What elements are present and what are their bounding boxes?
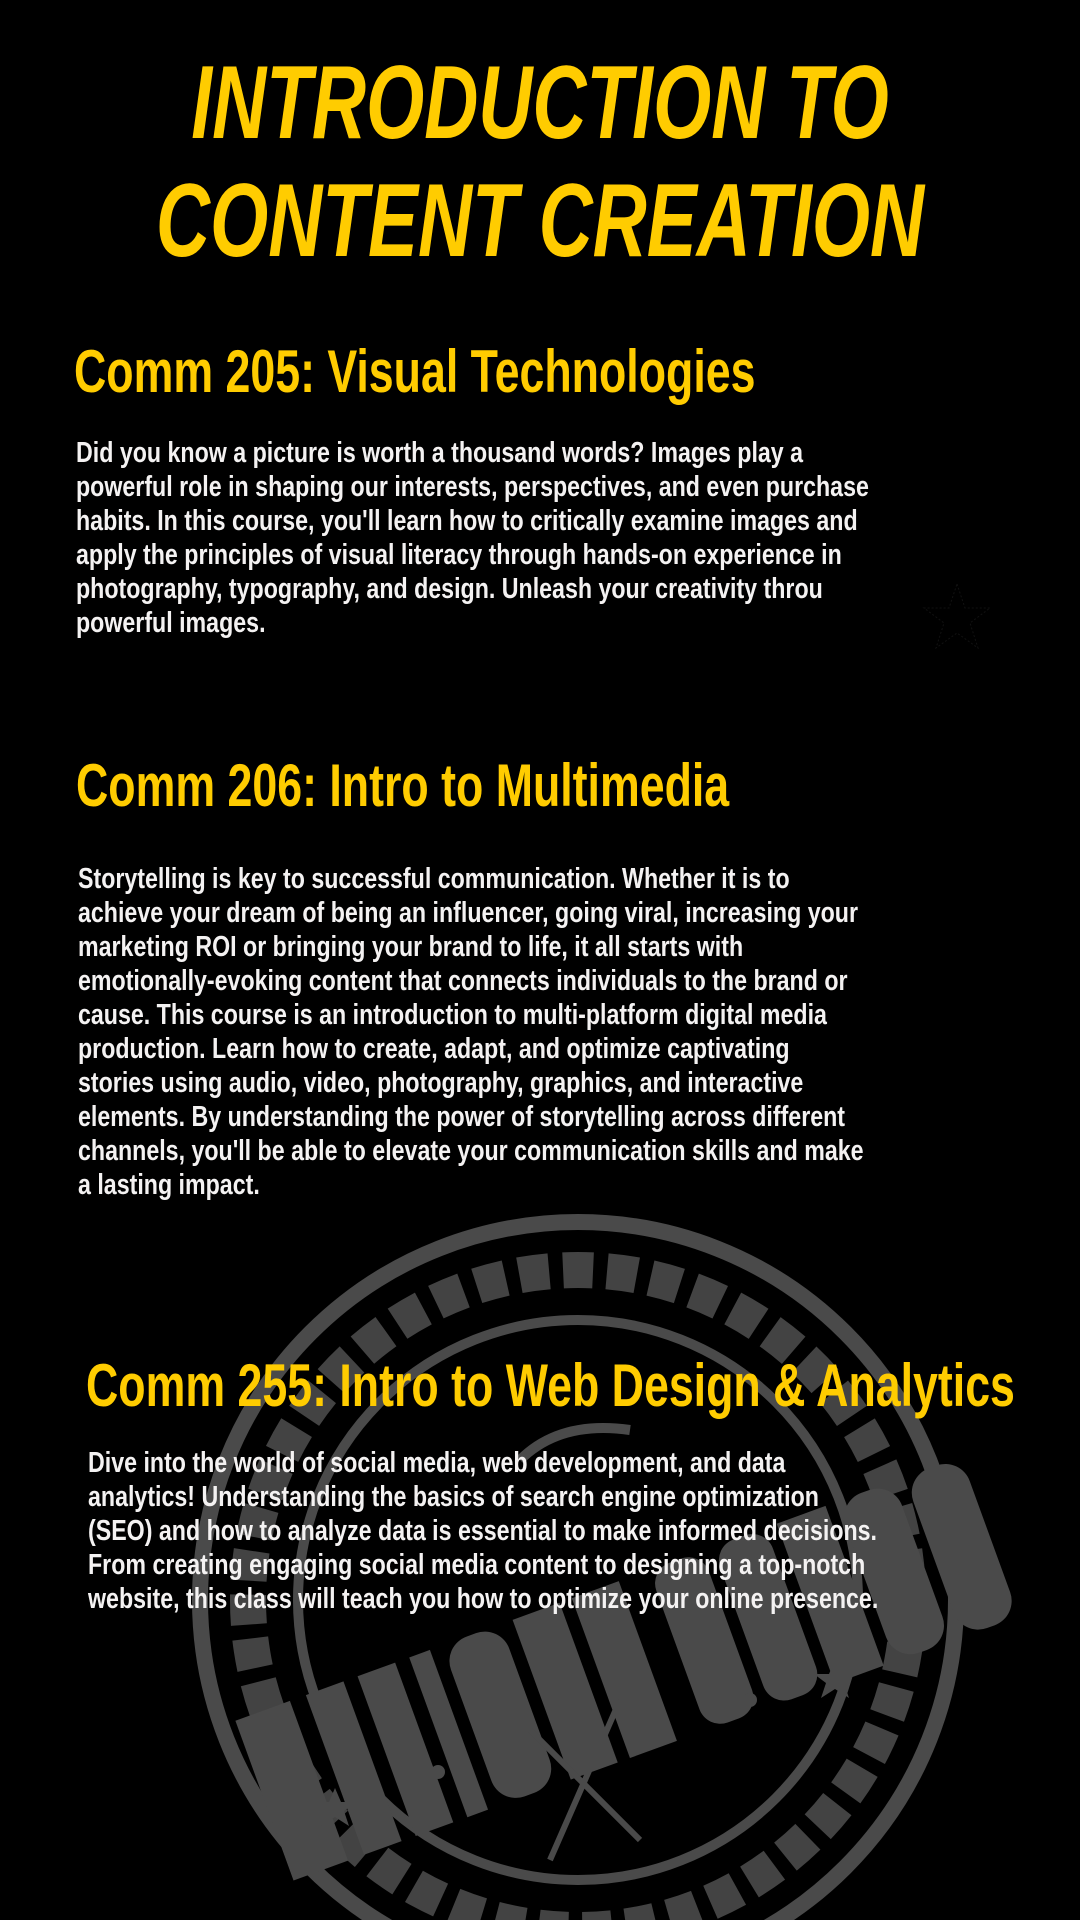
- text-line: marketing ROI or bringing your brand to life, it all starts with: [78, 931, 744, 963]
- text-line: analytics! Understanding the basics of search engine optimization: [88, 1481, 819, 1513]
- text-line: emotionally-evoking content that connects individuals to the brand or: [78, 965, 848, 997]
- title-line-2: CONTENT CREATION: [155, 163, 925, 279]
- text-line: powerful images.: [76, 607, 266, 639]
- text-line: a lasting impact.: [78, 1169, 260, 1201]
- course-description-comm-206: [78, 862, 1060, 1202]
- text-line: stories using audio, video, photography, graphics, and interactive: [78, 1067, 804, 1099]
- text-line: apply the principles of visual literacy through hands-on experience in: [76, 539, 842, 571]
- text-line: channels, you'll be able to elevate your communication skills and make: [78, 1135, 864, 1167]
- text-line: habits. In this course, you'll learn how to critically examine images and: [76, 505, 858, 537]
- text-line: achieve your dream of being an influencer, going viral, increasing your: [78, 897, 858, 929]
- course-description-comm-255: [88, 1446, 1076, 1616]
- text-line: website, this class will teach you how to optimize your online presence.: [88, 1583, 879, 1615]
- text-line: From creating engaging social media content to designing a top-notch: [88, 1549, 866, 1581]
- text-line: cause. This course is an introduction to multi-platform digital media: [78, 999, 827, 1031]
- star-icon: [922, 582, 992, 652]
- text-line: (SEO) and how to analyze data is essential to make informed decisions.: [88, 1515, 878, 1547]
- text-line: elements. By understanding the power of storytelling across different: [78, 1101, 846, 1133]
- text-line: Storytelling is key to successful communication. Whether it is to: [78, 863, 790, 895]
- page-title: [0, 44, 1080, 280]
- title-line-1: INTRODUCTION TO: [191, 45, 889, 161]
- text-line: Dive into the world of social media, web development, and data: [88, 1447, 786, 1479]
- text-line: production. Learn how to create, adapt, and optimize captivating: [78, 1033, 790, 1065]
- text-line: Did you know a picture is worth a thousand words? Images play a: [76, 437, 804, 469]
- text-line: powerful role in shaping our interests, perspectives, and even purchase: [76, 471, 869, 503]
- course-heading-comm-255: Comm 255: Intro to Web Design & Analytics: [86, 1352, 1015, 1419]
- text-line: photography, typography, and design. Unleash your creativity throu: [76, 573, 823, 605]
- course-heading-comm-205: Comm 205: Visual Technologies: [74, 338, 756, 405]
- course-heading-comm-206: Comm 206: Intro to Multimedia: [76, 752, 730, 819]
- course-description-comm-205: [76, 436, 1067, 640]
